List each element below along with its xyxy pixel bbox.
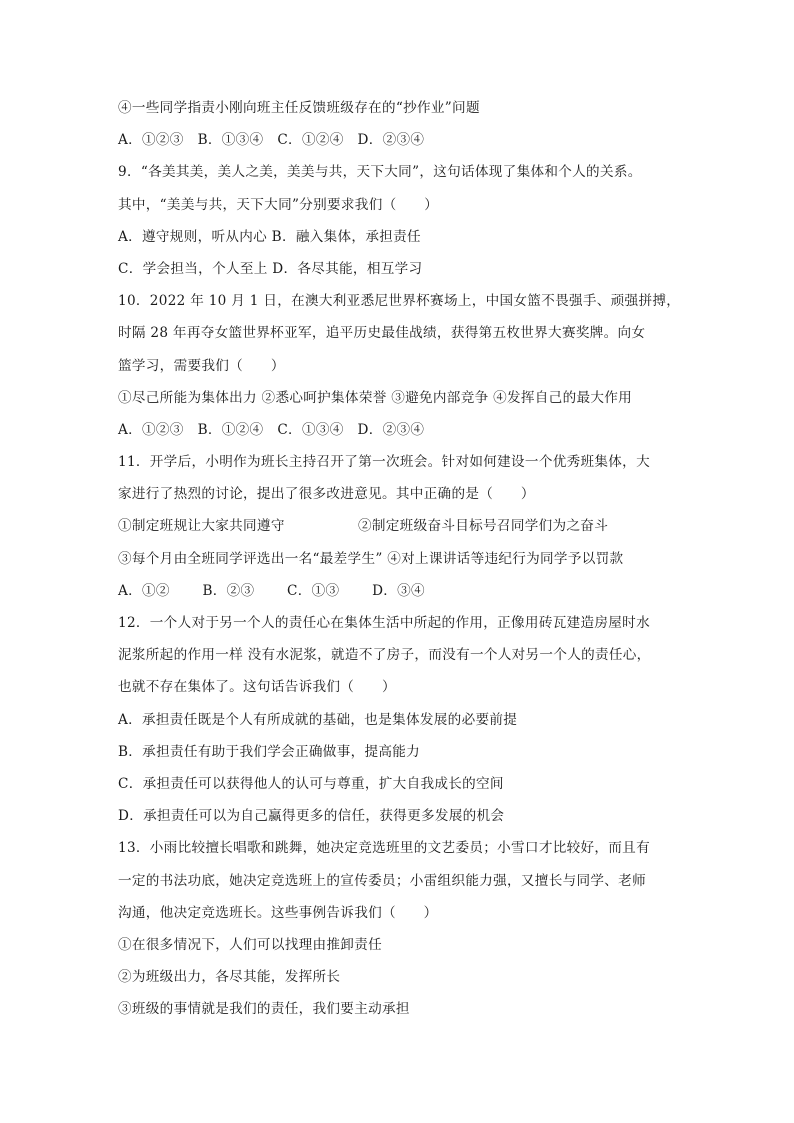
- q10-choices: A．①②③ B．①②④ C．①③④ D．②③④: [118, 421, 425, 438]
- q8-choices: A．①②③ B．①③④ C．①②④ D．②③④: [118, 132, 425, 149]
- q9-choices-cd: C．学会担当，个人至上 D．各尽其能，相互学习: [118, 260, 423, 277]
- q13-option-1: ①在很多情况下，人们可以找理由推卸责任: [118, 936, 382, 953]
- q13-option-3: ③班级的事情就是我们的责任，我们要主动承担: [118, 1001, 410, 1018]
- q12-stem-line-2: 泥浆所起的作用一样 没有水泥浆，就造不了房子，而没有一个人对另一个人的责任心，: [118, 647, 651, 664]
- q12-stem-line-1: 12．一个人对于另一个人的责任心在集体生活中所起的作用，正像用砖瓦建造房屋时水: [118, 615, 650, 631]
- q13-stem-line-3: 沟通，他决定竞选班长。这些事例告诉我们（ ）: [118, 904, 438, 921]
- q11-options-row-2: ③每个月由全班同学评选出一名“最差学生” ④对上课讲话等违纪行为同学予以罚款: [118, 550, 624, 567]
- q12-choice-b: B．承担责任有助于我们学会正确做事，提高能力: [118, 743, 421, 760]
- q11-choice-c: C．①③: [287, 582, 340, 599]
- q12-choice-a: A．承担责任既是个人有所成就的基础，也是集体发展的必要前提: [118, 711, 518, 728]
- q9-stem-line-1: 9．“各美其美，美人之美，美美与共，天下大同”，这句话体现了集体和个人的关系。: [118, 164, 642, 181]
- q12-choice-c: C．承担责任可以获得他人的认可与尊重，扩大自我成长的空间: [118, 775, 504, 792]
- q8-option-4: ④一些同学指责小刚向班主任反馈班级存在的“抄作业”问题: [118, 100, 480, 116]
- q11-option-2: ②制定班级奋斗目标号召同学们为之奋斗: [358, 518, 609, 535]
- q9-stem-line-2: 其中，“美美与共，天下大同”分别要求我们（ ）: [118, 196, 439, 213]
- q11-stem-line-2: 家进行了热烈的讨论，提出了很多改进意见。其中正确的是（ ）: [118, 486, 535, 503]
- q10-options: ①尽己所能为集体出力 ②悉心呵护集体荣誉 ③避免内部竞争 ④发挥自己的最大作用: [118, 389, 633, 406]
- exam-page: [118, 92, 688, 1025]
- q10-stem-line-2: 时隔 28 年再夺女篮世界杯亚军，追平历史最佳战绩，获得第五枚世界大赛奖牌。向女: [118, 325, 646, 342]
- q12-stem-line-3: 也就不存在集体了。这句话告诉我们（ ）: [118, 679, 396, 696]
- q9-choices-ab: A．遵守规则，听从内心 B．融入集体，承担责任: [118, 228, 421, 245]
- q11-options-row-1: [118, 510, 688, 542]
- q10-stem-line-3: 篮学习，需要我们（ ）: [118, 357, 285, 374]
- q13-option-2: ②为班级出力，各尽其能，发挥所长: [118, 969, 341, 986]
- q10-stem-line-1: 10．2022 年 10 月 1 日，在澳大利亚悉尼世界杯赛场上，中国女篮不畏强手、顽强拼搏，: [118, 293, 681, 310]
- q11-choice-b: B．②③: [202, 582, 255, 599]
- q11-choice-a: A．①②: [118, 582, 170, 599]
- q11-choices: [118, 575, 688, 607]
- q11-stem-line-1: 11．开学后，小明作为班长主持召开了第一次班会。针对如何建设一个优秀班集体，大: [118, 454, 650, 471]
- q13-stem-line-2: 一定的书法功底，她决定竞选班上的宣传委员；小雷组织能力强，又擅长与同学、老师: [118, 872, 646, 889]
- q13-stem-line-1: 13．小雨比较擅长唱歌和跳舞，她决定竞选班里的文艺委员；小雪口才比较好，而且有: [118, 840, 650, 857]
- q11-option-1: ①制定班规让大家共同遵守: [118, 518, 285, 535]
- q12-choice-d: D．承担责任可以为自己赢得更多的信任，获得更多发展的机会: [118, 808, 505, 825]
- q11-choice-d: D．③④: [372, 582, 425, 599]
